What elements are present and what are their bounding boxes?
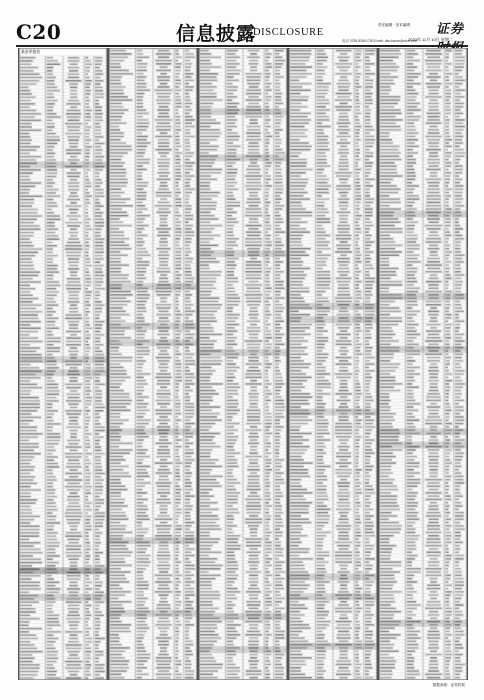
table-column-5	[378, 48, 468, 687]
masthead	[16, 18, 468, 48]
section-title: 信息披露	[176, 23, 257, 45]
table-grid-2	[109, 48, 197, 680]
table-grid-4	[289, 48, 377, 680]
footer-note: 数据来源：证券时报	[432, 683, 465, 687]
table-column-2	[108, 48, 198, 680]
masthead-rule	[16, 45, 468, 47]
disclosure-tables	[18, 48, 466, 688]
page-number: C20	[16, 20, 62, 44]
issue-date: 2020年 11月 10日 星期二	[408, 37, 453, 42]
table-column-3	[198, 48, 288, 680]
editor-credit: 责任编辑 · 美术编辑	[378, 23, 410, 27]
table-grid-3	[199, 48, 287, 680]
table-column-4	[288, 48, 378, 680]
table-column-1	[18, 48, 108, 680]
table-grid-1	[19, 48, 107, 680]
contact-line: 电话 0755-83501750 Email: disclosure@stcn.com	[342, 39, 418, 43]
table-grid-5	[379, 48, 467, 680]
section-title-en: DISCLOSURE	[253, 27, 324, 38]
newspaper-logo: 证券	[436, 22, 465, 37]
